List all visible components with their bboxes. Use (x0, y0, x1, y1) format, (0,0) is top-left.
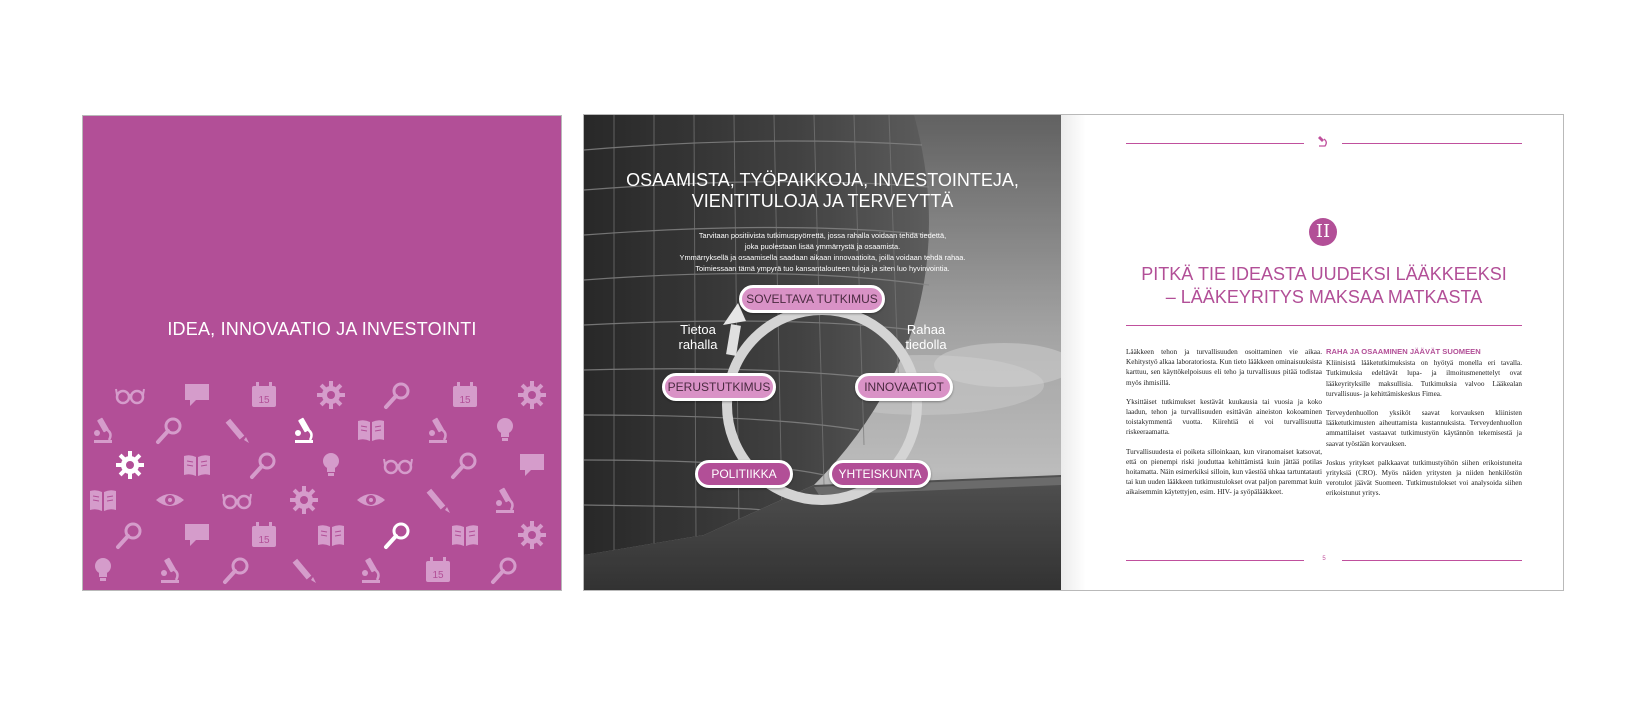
magnifier-icon (222, 555, 252, 585)
speech-bubble-icon (517, 450, 547, 480)
magnifier-icon (383, 380, 413, 410)
cycle-arrow-shaft (731, 325, 736, 355)
microscope-icon (423, 415, 453, 445)
chapter-title (1126, 263, 1522, 309)
top-rule-right (1342, 143, 1522, 144)
node-soveltava-tutkimus: SOVELTAVA TUTKIMUS (739, 285, 885, 313)
intro-line: Ymmärryksellä ja osaamisella saadaan aikaan innovaatioita, joilla voidaan tehdä rahaa. (679, 253, 966, 262)
paragraph: Yksittäiset tutkimukset kestävät kuukausia tai vuosia ja koko laadun, tehon ja turvallisuuden esittävän aineiston kokoaminen toistakymmentä vuotta. Kiirehtiä ei voi turvallisuutta riskeeraamatta. (1126, 397, 1322, 437)
microscope-icon (289, 415, 319, 445)
intro-line: Tarvitaan positiivista tutkimuspyörrettä, jossa rahalla voidaan tehdä tiedettä, (698, 231, 947, 240)
chapter-number-badge: II (1309, 218, 1337, 246)
title-rule (1126, 325, 1522, 326)
label-line: tiedolla (905, 337, 947, 352)
svg-text:15: 15 (258, 395, 270, 406)
eye-icon (356, 485, 386, 515)
page-number: 5 (1322, 556, 1326, 562)
speech-bubble-icon (182, 520, 212, 550)
magnifier-icon (115, 520, 145, 550)
glasses-icon (115, 380, 145, 410)
left-photo-page (584, 115, 1061, 590)
intro-line: Toimiessaan tämä ympyrä tuo kansantalouteen tuloja ja siten luo hyvinvointia. (695, 264, 950, 273)
bottom-rule-left (1126, 560, 1304, 561)
pencil-icon (423, 485, 453, 515)
label-tietoa-rahalla (668, 322, 728, 352)
magnifier-icon (155, 415, 185, 445)
cover-page (83, 116, 561, 590)
microscope-icon (88, 415, 118, 445)
chapter-title-line1: PITKÄ TIE IDEASTA UUDEKSI LÄÄKKEEKSI (1141, 264, 1507, 284)
magnifier-icon (450, 450, 480, 480)
paragraph: Terveydenhuollon yksiköt saavat korvauksen kliinisten lääketutkimusten aiheuttamista kustannuksista. Terveydenhuollon ammattilaiset vastaavat tutkimustyön käytännön tekemisestä ja saavat työstään korvauksen. (1326, 409, 1522, 448)
paragraph: Kliinisistä lääketutkimuksista on hyötyä monella eri tavalla. Tutkimuksia edeltävät lupa- ja ilmoitusmenettelyt ovat lääkeyrityksille maksullisia. Tutkimuksia valvoo Lääkealan turvallisuus- ja kehittämiskeskus Fimea. (1326, 359, 1522, 398)
cover-title: IDEA, INNOVAATIO JA INVESTOINTI (167, 319, 477, 339)
calendar-icon (450, 380, 480, 410)
lightbulb-icon (88, 555, 118, 585)
magnifier-icon (249, 450, 279, 480)
brochure-spread (584, 115, 1563, 590)
spread-title-line2: VIENTITULOJA JA TERVEYTTÄ (691, 191, 954, 211)
book-icon (356, 415, 386, 445)
intro-line: joka puolestaan lisää ymmärrystä ja osaamista. (744, 242, 901, 251)
glasses-icon (222, 485, 252, 515)
book-icon (182, 450, 212, 480)
spread-gutter (1061, 115, 1086, 590)
lightbulb-icon (490, 415, 520, 445)
node-politiikka: POLITIIKKA (695, 460, 793, 488)
svg-text:15: 15 (258, 535, 270, 546)
node-yhteiskunta: YHTEISKUNTA (829, 460, 931, 488)
bottom-rule-right (1342, 560, 1522, 561)
microscope-ornament-icon (1316, 134, 1330, 148)
paragraph: Turvallisuudesta ei poiketa silloinkaan, kun viranomaiset katsovat, että on pienempi riski jouduttaa kehittämistä kuin jättää potilas hoitamatta. Näin esimerkiksi silloin, kun väestöä uhkaa tartuntatauti tai kun uuden lääkkeen tutkimustulokset ovat paljon paremmat kuin aikaisemmin käytettyjen, esim. HIV- ja syöpälääkkeet. (1126, 447, 1322, 497)
svg-text:15: 15 (459, 395, 471, 406)
gear-icon (316, 380, 346, 410)
magnifier-icon (383, 520, 413, 550)
paragraph: Lääkkeen tehon ja turvallisuuden osoittaminen vie aikaa. Kehitystyö alkaa laboratoriosta. Kun tieto lääkkeen ominaisuuksista karttuu, sen käyttökelpoisuus eli teho ja turvallisuus pitää todistaa myös ihmisillä. (1126, 348, 1322, 387)
research-cycle-diagram (584, 115, 1061, 590)
book-icon (316, 520, 346, 550)
calendar-icon (249, 380, 279, 410)
book-icon (450, 520, 480, 550)
glasses-icon (383, 450, 413, 480)
microscope-icon (356, 555, 386, 585)
text-column-right (1326, 347, 1522, 508)
svg-text:15: 15 (432, 570, 444, 581)
gear-icon (115, 450, 145, 480)
top-rule-left (1126, 143, 1304, 144)
text-column-left (1126, 347, 1322, 507)
gear-icon (289, 485, 319, 515)
gear-icon (517, 520, 547, 550)
magnifier-icon (490, 555, 520, 585)
microscope-icon (490, 485, 520, 515)
chapter-title-line2: – LÄÄKEYRITYS MAKSAA MATKASTA (1165, 287, 1483, 307)
calendar-icon (423, 555, 453, 585)
node-perustutkimus: PERUSTUTKIMUS (662, 373, 776, 401)
label-line: rahalla (678, 337, 718, 352)
right-text-page (1086, 115, 1563, 590)
label-line: Rahaa (906, 322, 946, 337)
book-icon (88, 485, 118, 515)
lightbulb-icon (316, 450, 346, 480)
paragraph: Joskus yritykset palkkaavat tutkimustyöhön siihen erikoistuneita yrityksiä (CRO). Myös näiden yritysten ja niiden henkilöstön verotulot jäävät Suomeen. Tutkimustulokset voi analysoida siihen erikoistunut yritys. (1326, 458, 1522, 498)
eye-icon (155, 485, 185, 515)
calendar-icon (249, 520, 279, 550)
label-rahaa-tiedolla (896, 322, 956, 352)
label-line: Tietoa (680, 322, 716, 337)
gear-icon (517, 380, 547, 410)
speech-bubble-icon (182, 380, 212, 410)
column-heading: RAHA JA OSAAMINEN JÄÄVÄT SUOMEEN (1326, 347, 1481, 356)
spread-title-line1: OSAAMISTA, TYÖPAIKKOJA, INVESTOINTEJA, (626, 170, 1019, 190)
microscope-icon (155, 555, 185, 585)
pencil-icon (222, 415, 252, 445)
pencil-icon (289, 555, 319, 585)
node-innovaatiot: INNOVAATIOT (855, 373, 953, 401)
